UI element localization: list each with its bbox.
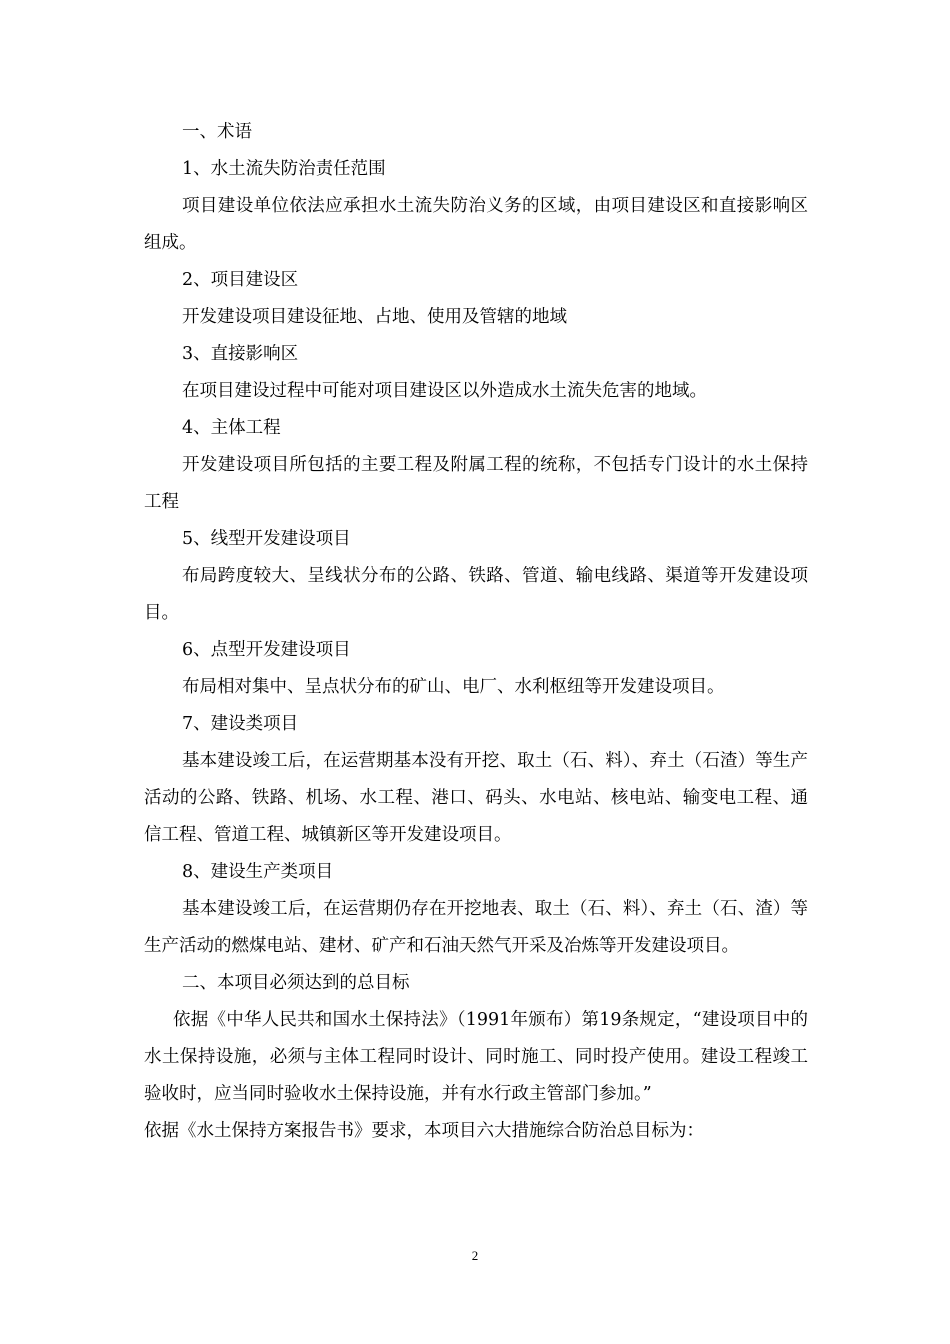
term-5-definition: 布局跨度较大、呈线状分布的公路、铁路、管道、输电线路、渠道等开发建设项目。 (144, 566, 808, 623)
section-2-target-intro: 依据《水土保持方案报告书》要求，本项目六大措施综合防治总目标为： (144, 1121, 704, 1141)
page-number: 2 (471, 1248, 479, 1263)
term-7-definition: 基本建设竣工后，在运营期基本没有开挖、取土（石、料）、弃土（石渣）等生产活动的公路、铁路、机场、水工程、港口、码头、水电站、核电站、输变电工程、通信工程、管道工程、城镇新区等开发建设项目。 (144, 751, 808, 845)
term-8-heading: 8、建设生产类项目 (182, 862, 334, 882)
term-4-definition: 开发建设项目所包括的主要工程及附属工程的统称，不包括专门设计的水土保持工程 (144, 455, 808, 512)
term-3-definition: 在项目建设过程中可能对项目建设区以外造成水土流失危害的地域。 (182, 381, 707, 401)
term-5-heading: 5、线型开发建设项目 (182, 529, 351, 549)
term-1-heading: 1、水土流失防治责任范围 (182, 159, 386, 179)
term-8-definition: 基本建设竣工后，在运营期仍存在开挖地表、取土（石、料）、弃土（石、渣）等生产活动的燃煤电站、建材、矿产和石油天然气开采及冶炼等开发建设项目。 (144, 899, 808, 956)
term-6-heading: 6、点型开发建设项目 (182, 640, 351, 660)
term-1-definition: 项目建设单位依法应承担水土流失防治义务的区域，由项目建设区和直接影响区组成。 (144, 196, 808, 253)
section-2-law-quote: 依据《中华人民共和国水土保持法》（1991年颁布）第19条规定，“建设项目中的水土保持设施，必须与主体工程同时设计、同时施工、同时投产使用。建设工程竣工验收时，应当同时验收水土保持设施，并有水行政主管部门参加。” (144, 1010, 808, 1104)
term-2-heading: 2、项目建设区 (182, 270, 299, 290)
term-4-heading: 4、主体工程 (182, 418, 281, 438)
term-2-definition: 开发建设项目建设征地、占地、使用及管辖的地域 (182, 307, 567, 327)
term-6-definition: 布局相对集中、呈点状分布的矿山、电厂、水利枢纽等开发建设项目。 (182, 677, 725, 697)
section-1-title: 一、术语 (182, 122, 252, 142)
term-3-heading: 3、直接影响区 (182, 344, 299, 364)
document-body (144, 114, 808, 1150)
section-2-title: 二、本项目必须达到的总目标 (182, 973, 410, 993)
term-7-heading: 7、建设类项目 (182, 714, 299, 734)
